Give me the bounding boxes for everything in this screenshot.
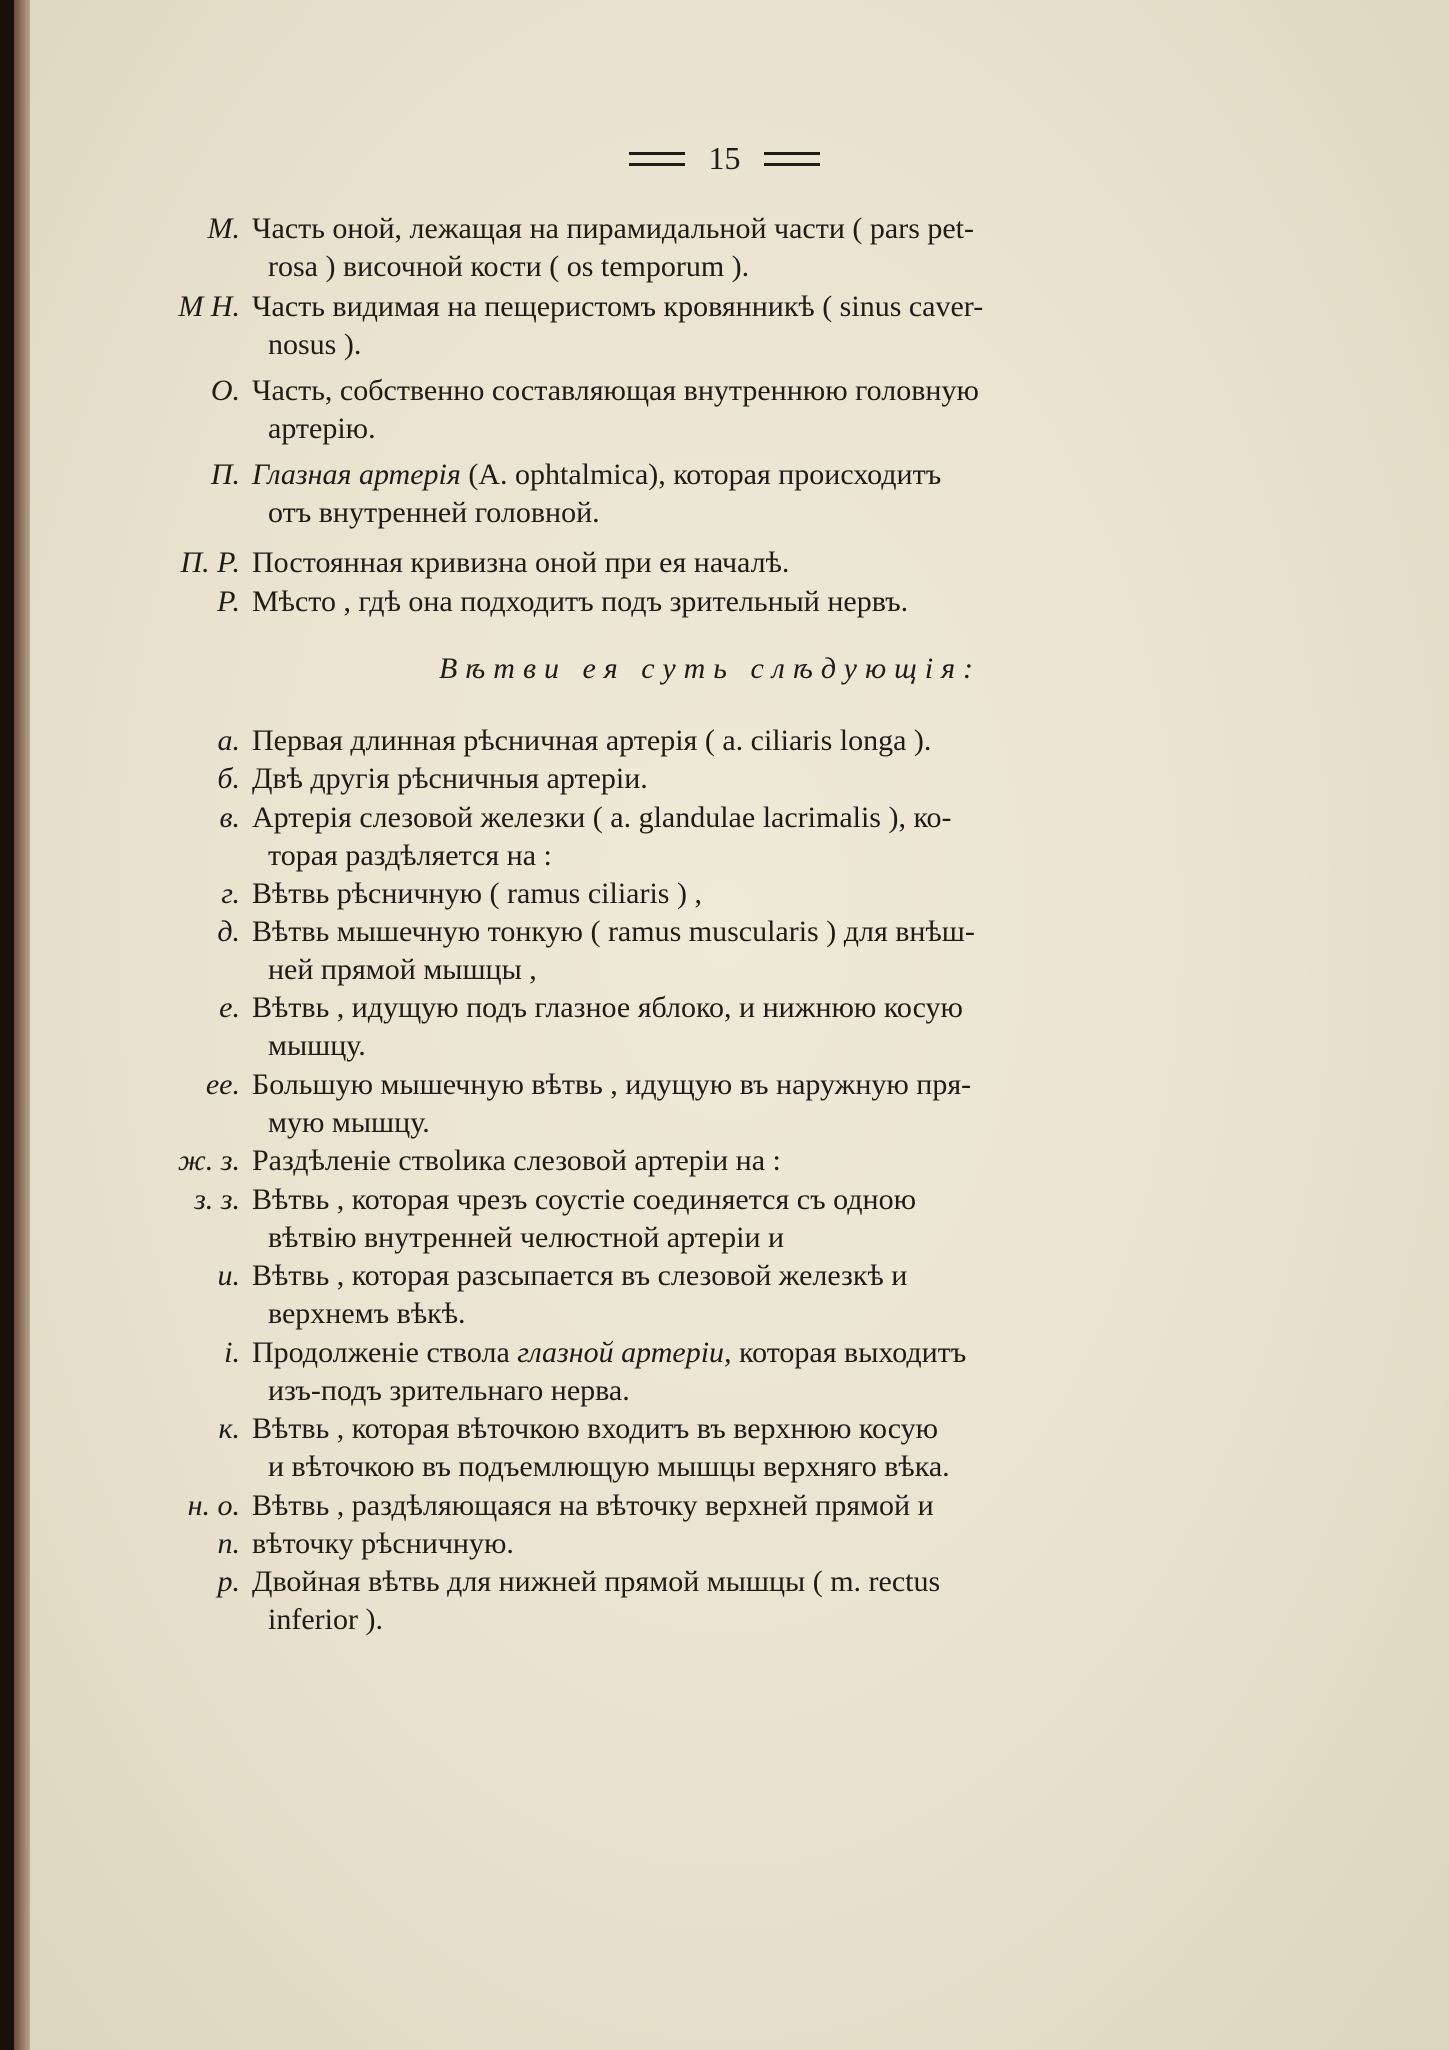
entry-o <box>140 372 1280 448</box>
entry-line-cont: отъ внутренней головной. <box>268 496 600 529</box>
branch-zh-z <box>140 1142 1280 1180</box>
entry-line: вѣточку рѣсничную. <box>252 1527 514 1560</box>
entry-label: н. о. <box>187 1489 240 1522</box>
entry-line: (A. ophtalmica), которая происходитъ <box>460 458 942 491</box>
entry-text <box>252 1563 1280 1639</box>
entry-text <box>252 913 1280 989</box>
entry-text <box>252 583 1280 621</box>
entry-text <box>252 722 1280 760</box>
page-binding-shadow <box>14 0 30 2050</box>
entry-label: е. <box>219 991 240 1024</box>
entry-label: и. <box>217 1259 240 1292</box>
entry-line-cont: артерію. <box>268 412 376 445</box>
entry-line: Вѣтвь , раздѣляющаяся на вѣточку верхней прямой и <box>252 1489 934 1522</box>
branch-z-z <box>140 1181 1280 1257</box>
entry-text <box>252 210 1280 286</box>
page-binding-edge <box>0 0 14 2050</box>
entry-line-cont: вѣтвію внутренней челюстной артеріи и <box>268 1221 785 1254</box>
entry-text <box>252 799 1280 875</box>
branch-a <box>140 722 1280 760</box>
entry-line-cont: rosa ) височной кости ( os temporum ). <box>268 250 750 283</box>
entry-label: Р. <box>217 585 240 618</box>
entry-line: Мѣсто , гдѣ она подходитъ подъ зрительный нервъ. <box>252 585 909 618</box>
entry-text <box>252 1334 1280 1410</box>
entry-line: Вѣтвь , которая чрезъ соустіе соединяется съ одною <box>252 1183 916 1216</box>
entry-line: Часть, собственно составляющая внутреннюю головную <box>252 374 979 407</box>
entry-m <box>140 210 1280 286</box>
entry-text <box>252 544 1280 582</box>
entry-label: р. <box>217 1565 240 1598</box>
entry-line: Вѣтвь мышечную тонкую ( ramus muscularis ) для внѣш- <box>252 915 975 948</box>
entry-text <box>252 1142 1280 1180</box>
entry-text <box>252 456 1280 532</box>
entry-line: Часть оной, лежащая на пирамидальной части ( pars pet- <box>252 212 975 245</box>
entry-line-cont: торая раздѣляется на : <box>268 839 552 872</box>
entry-r <box>140 583 1280 621</box>
section-heading: Вѣтви ея суть слѣдующія: <box>438 652 982 685</box>
branch-ee <box>140 1066 1280 1142</box>
entry-line: Вѣтвь , идущую подъ глазное яблоко, и нижнюю косую <box>252 991 963 1024</box>
entry-text <box>252 1410 1280 1486</box>
entry-line-rest: которая выходитъ <box>731 1336 967 1369</box>
branch-e <box>140 989 1280 1065</box>
entry-line-cont: изъ-подъ зрительнаго нерва. <box>268 1374 630 1407</box>
branch-i-decimal <box>140 1334 1280 1410</box>
entry-label: П. <box>210 458 240 491</box>
entry-pr <box>140 544 1280 582</box>
entry-line: Вѣтвь рѣсничную ( ramus ciliaris ) , <box>252 877 702 910</box>
entry-text <box>252 1066 1280 1142</box>
entry-line: Артерія слезовой железки ( a. glandulae lacrimalis ), ко- <box>252 801 952 834</box>
branch-b <box>140 760 1280 798</box>
entry-line: Продолженіе ствола <box>252 1336 518 1369</box>
entry-line: Большую мышечную вѣтвь , идущую въ наружную пря- <box>252 1068 972 1101</box>
entry-italic-term: Глазная артерія <box>252 458 461 491</box>
entry-label: М Н. <box>178 290 240 323</box>
entry-text <box>252 288 1280 364</box>
entry-line: Раздѣленіе ствolика слезовой артеріи на : <box>252 1144 781 1177</box>
entry-label: ж. з. <box>177 1144 240 1177</box>
header-rule-left <box>629 152 685 166</box>
entry-text <box>252 875 1280 913</box>
entry-label: О. <box>210 374 240 407</box>
entry-label: ее. <box>205 1068 240 1101</box>
entry-line: Двѣ другія рѣсничныя артеріи. <box>252 762 648 795</box>
branch-r <box>140 1563 1280 1639</box>
branch-k <box>140 1410 1280 1486</box>
entry-line-cont: мую мышцу. <box>268 1106 430 1139</box>
entry-label: в. <box>219 801 240 834</box>
entry-label: М. <box>207 212 240 245</box>
entry-label: к. <box>218 1412 240 1445</box>
entry-line-cont: верхнемъ вѣкѣ. <box>268 1297 466 1330</box>
entry-italic-term: глазной артеріи, <box>517 1336 732 1369</box>
entry-label: г. <box>221 877 240 910</box>
entry-label: д. <box>217 915 240 948</box>
entry-line-cont: мышцу. <box>268 1029 366 1062</box>
entry-text <box>252 372 1280 448</box>
branch-g <box>140 875 1280 913</box>
branch-p <box>140 1525 1280 1563</box>
page-header <box>0 140 1449 177</box>
entry-mn <box>140 288 1280 364</box>
entry-label: а. <box>217 724 240 757</box>
branch-i <box>140 1257 1280 1333</box>
entry-line: Часть видимая на пещеристомъ кровянникѣ ( sinus caver- <box>252 290 984 323</box>
entry-label: П. Р. <box>180 546 240 579</box>
branch-n-o <box>140 1487 1280 1525</box>
entry-text <box>252 1257 1280 1333</box>
page-number: 15 <box>708 140 741 176</box>
entry-line: Первая длинная рѣсничная артерія ( a. ciliaris longa ). <box>252 724 932 757</box>
entry-text <box>252 1525 1280 1563</box>
entry-line: Двойная вѣтвь для нижней прямой мышцы ( m. rectus <box>252 1565 941 1598</box>
entry-line: Вѣтвь , которая разсыпается въ слезовой железкѣ и <box>252 1259 908 1292</box>
header-rule-right <box>764 152 820 166</box>
entry-label: з. з. <box>194 1183 240 1216</box>
entry-label: б. <box>217 762 240 795</box>
entry-line: Вѣтвь , которая вѣточкою входитъ въ верхнюю косую <box>252 1412 939 1445</box>
entry-text <box>252 1181 1280 1257</box>
entry-line: Постоянная кривизна оной при ея началѣ. <box>252 546 790 579</box>
entry-line-cont: и вѣточкою въ подъемлющую мышцы верхняго вѣка. <box>268 1450 950 1483</box>
entry-line-cont: inferior ). <box>268 1603 383 1636</box>
entry-text <box>252 760 1280 798</box>
entry-label: п. <box>217 1527 240 1560</box>
entry-p <box>140 456 1280 532</box>
entry-line-cont: ней прямой мышцы , <box>268 953 537 986</box>
entry-text <box>252 989 1280 1065</box>
entry-label: і. <box>224 1336 240 1369</box>
branch-v <box>140 799 1280 875</box>
branch-d <box>140 913 1280 989</box>
entry-text <box>252 1487 1280 1525</box>
entry-line-cont: nosus ). <box>268 328 362 361</box>
